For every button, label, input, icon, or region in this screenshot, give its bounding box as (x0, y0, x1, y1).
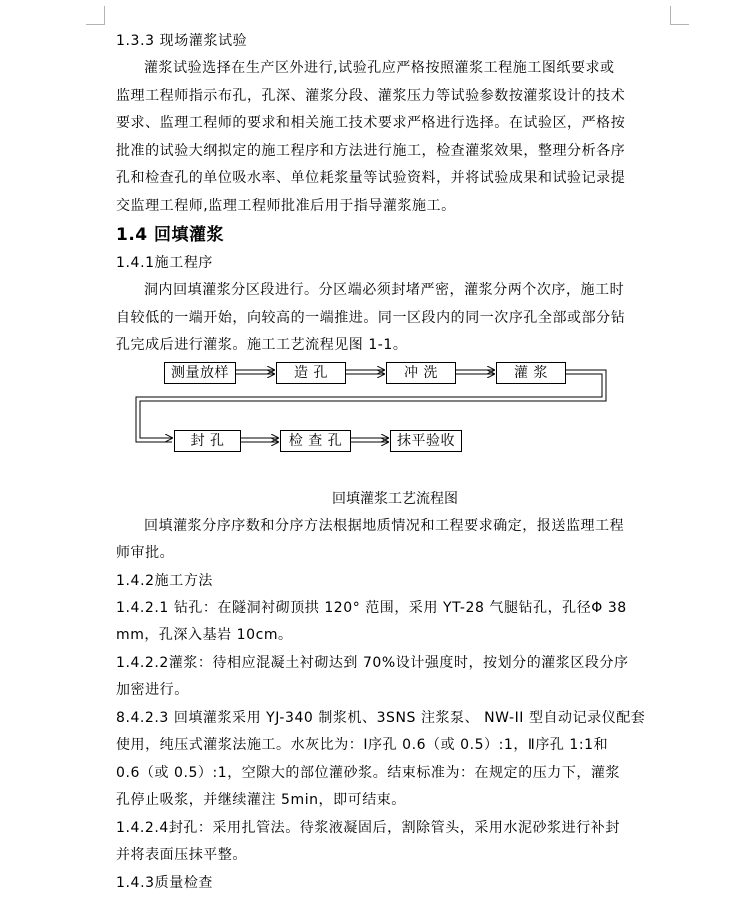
page-corner-mark-left (86, 6, 105, 25)
text-line: 孔完成后进行灌浆。施工工艺流程见图 1-1。 (116, 337, 408, 353)
paragraph-construction-procedure (116, 277, 674, 360)
text-line: 8.4.2.3 回填灌浆采用 YJ-340 制浆机、3SNS 注浆泵、 NW-II 型自动记录仪配套 (116, 709, 646, 726)
text-line: 1.4.2.2灌浆：待相应混凝土衬砌达到 70%设计强度时，按划分的灌浆区段分序 (116, 654, 629, 671)
flow-step-flushing: 冲 洗 (386, 362, 456, 384)
section-heading-1-3-3: 1.3.3 现场灌浆试验 (116, 33, 248, 49)
paragraph-sequence-approval (116, 513, 674, 568)
flow-step-grouting: 灌 浆 (496, 362, 566, 384)
text-line: 灌浆试验选择在生产区外进行,试验孔应严格按照灌浆工程施工图纸要求或 (144, 60, 615, 76)
text-line: 洞内回填灌浆分区段进行。分区端必须封堵严密，灌浆分两个次序，施工时 (144, 282, 625, 298)
flow-step-smoothing-acceptance: 抹平验收 (390, 430, 462, 452)
paragraph-grouting-test (116, 55, 674, 220)
document-body (116, 28, 674, 897)
text-line: 批准的试验大纲拟定的施工程序和方法进行施工，检查灌浆效果，整理分析各序 (116, 142, 626, 159)
flowchart-caption: 回填灌浆工艺流程图 (332, 490, 458, 507)
text-line: 交监理工程师,监理工程师批准后用于指导灌浆施工。 (116, 197, 456, 214)
section-heading-1-4: 1.4 回填灌浆 (116, 225, 225, 245)
section-heading-1-4-2: 1.4.2施工方法 (116, 572, 214, 589)
paragraph-grouting (116, 650, 674, 705)
paragraph-drilling (116, 595, 674, 650)
flow-step-inspection-hole: 检 查 孔 (280, 430, 351, 452)
page-corner-mark-right (670, 6, 689, 25)
flow-step-hole-sealing: 封 孔 (174, 430, 241, 452)
section-heading-1-4-1: 1.4.1施工程序 (116, 255, 214, 271)
text-line: 孔和检查孔的单位吸水率、单位耗浆量等试验资料，并将试验成果和试验记录提 (116, 170, 626, 186)
text-line: 使用，纯压式灌浆法施工。水灰比为：Ⅰ序孔 0.6（或 0.5）:1，Ⅱ序孔 1:1和 (116, 737, 609, 753)
text-line: 要求、监理工程师的要求和相关施工技术要求严格进行选择。在试验区，严格按 (116, 115, 626, 131)
text-line: 回填灌浆分序序数和分序方法根据地质情况和工程要求确定，报送监理工程 (144, 517, 625, 534)
text-line: 自较低的一端开始，向较高的一端推进。同一区段内的同一次序孔全部或部分钻 (116, 309, 626, 326)
text-line: mm，孔深入基岩 10cm。 (116, 627, 293, 643)
flow-step-drilling: 造 孔 (276, 362, 346, 384)
text-line: 加密进行。 (116, 682, 189, 698)
text-line: 1.4.2.4封孔：采用扎管法。待浆液凝固后，割除管头，采用水泥砂浆进行补封 (116, 819, 620, 836)
text-line: 师审批。 (116, 545, 175, 561)
text-line: 0.6（或 0.5）:1，空隙大的部位灌砂浆。结束标准为：在规定的压力下，灌浆 (116, 764, 621, 781)
text-line: 监理工程师指示布孔，孔深、灌浆分段、灌浆压力等试验参数按灌浆设计的技术 (116, 87, 626, 104)
paragraph-hole-sealing (116, 815, 674, 870)
process-flowchart (116, 360, 674, 485)
text-line: 1.4.2.1 钻孔：在隧洞衬砌顶拱 120° 范围，采用 YT-28 气腿钻孔，孔径Φ 38 (116, 599, 627, 616)
text-line: 孔停止吸浆，并继续灌注 5min，即可结束。 (116, 792, 406, 808)
section-heading-1-4-3: 1.4.3质量检查 (116, 874, 214, 891)
text-line: 并将表面压抹平整。 (116, 847, 247, 863)
paragraph-backfill-equipment (116, 705, 674, 815)
flow-step-survey-layout: 测量放样 (164, 362, 236, 384)
